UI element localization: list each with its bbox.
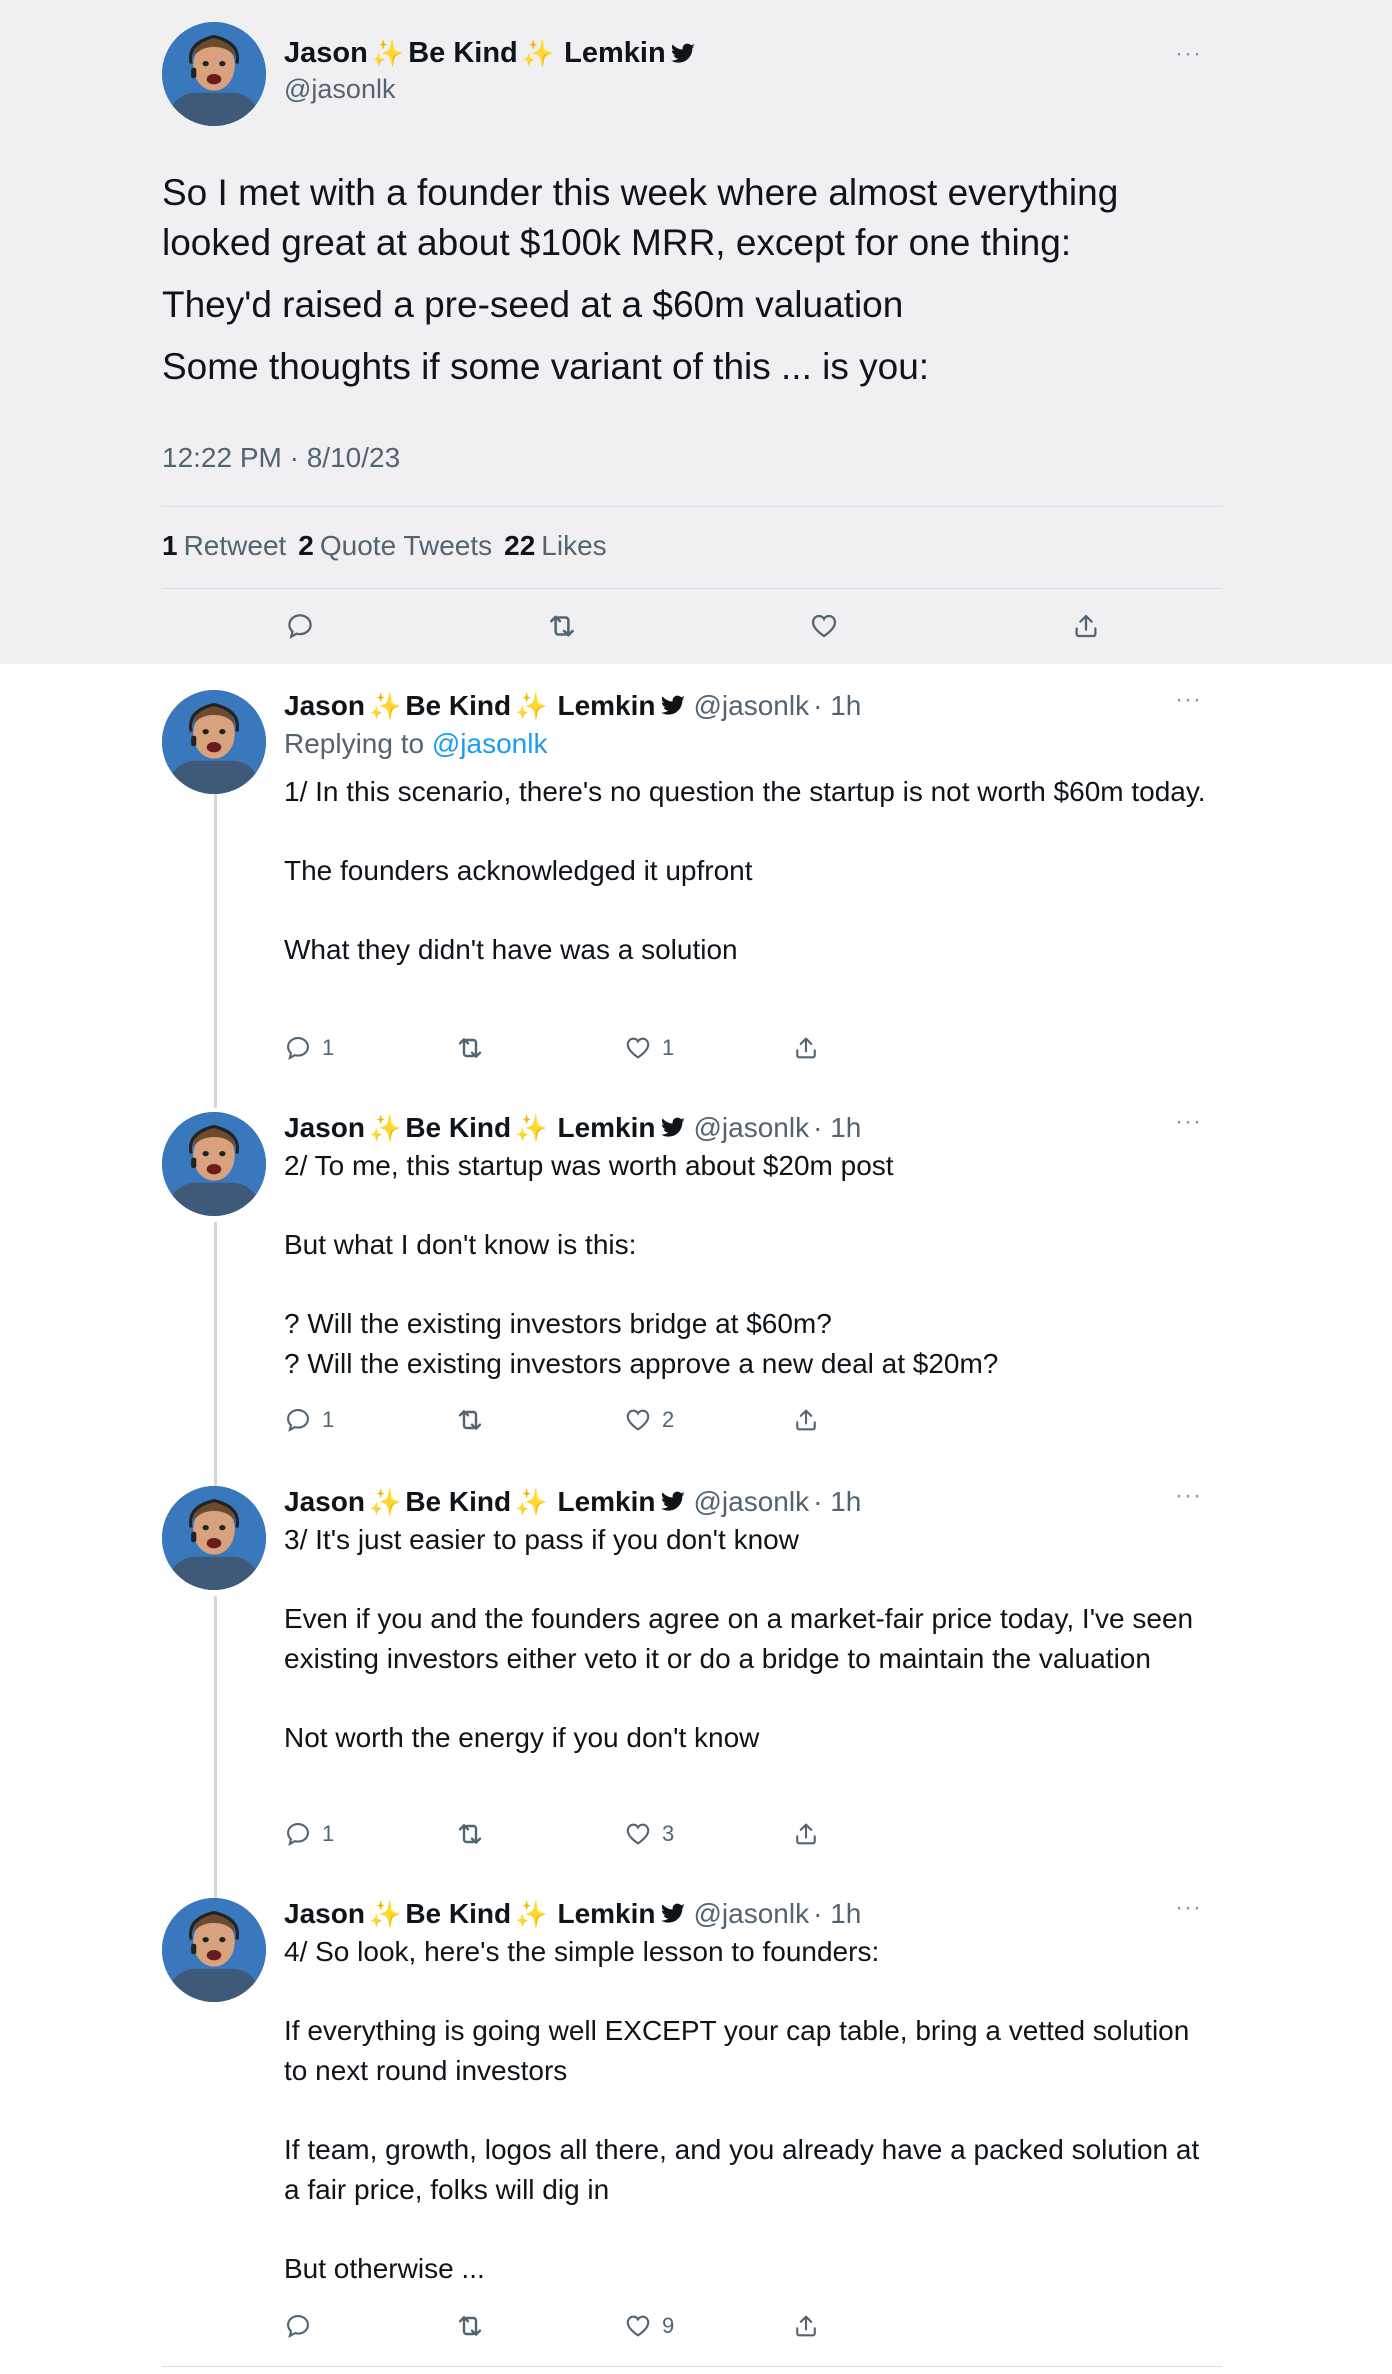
tweet-paragraph: ? Will the existing investors bridge at $60m?	[284, 1308, 832, 1339]
reply-button[interactable]	[284, 1814, 334, 1854]
author-middle-name[interactable]: Be Kind	[405, 1486, 512, 1517]
tweet-actions	[284, 2306, 844, 2346]
retweet-button[interactable]	[454, 2306, 486, 2346]
quotes-count: 2	[298, 530, 314, 561]
author-middle-name: Be Kind	[408, 37, 518, 69]
avatar-image	[162, 1898, 266, 2002]
tweet-actions	[284, 1028, 844, 1068]
thread-tweet[interactable]	[162, 1894, 1222, 2358]
like-icon	[624, 1820, 652, 1848]
replying-to	[284, 728, 547, 760]
reply-button[interactable]	[284, 1028, 334, 1068]
avatar[interactable]	[162, 1486, 266, 1590]
retweet-icon	[454, 1404, 486, 1436]
author-first-name[interactable]: Jason	[284, 690, 365, 721]
avatar[interactable]	[162, 690, 266, 794]
author-handle[interactable]: @jasonlk	[284, 74, 396, 104]
avatar-image	[162, 690, 266, 794]
avatar[interactable]	[162, 1898, 266, 2002]
reply-icon	[284, 1034, 312, 1062]
thread-tweet[interactable]	[162, 1108, 1222, 1452]
like-button[interactable]	[624, 1814, 674, 1854]
retweet-icon	[454, 2310, 486, 2342]
likes-label: Likes	[541, 530, 607, 561]
tweet-actions	[284, 1814, 844, 1854]
author-last-name: Lemkin	[564, 37, 666, 69]
tweet-paragraph: What they didn't have was a solution	[284, 934, 738, 965]
tweet-actions	[284, 1400, 844, 1440]
quotes-stat[interactable]	[298, 530, 492, 562]
retweet-icon	[454, 1818, 486, 1850]
main-tweet-paragraph: They'd raised a pre-seed at a $60m valuation	[162, 284, 904, 325]
tweet-stats	[162, 530, 607, 562]
sparkle-icon: ✨	[368, 1486, 402, 1517]
tweet-paragraph: 3/ It's just easier to pass if you don't know	[284, 1524, 799, 1555]
retweet-button[interactable]	[454, 1814, 486, 1854]
tweet-time[interactable]: · 1h	[813, 1898, 862, 1929]
tweet-paragraph: Not worth the energy if you don't know	[284, 1722, 760, 1753]
share-icon	[1071, 611, 1101, 641]
share-icon	[792, 1820, 820, 1848]
author-last-name[interactable]: Lemkin	[557, 690, 656, 721]
likes-count: 22	[504, 530, 536, 561]
reply-button[interactable]	[284, 1400, 334, 1440]
tweet-time[interactable]: · 1h	[813, 690, 862, 721]
reply-icon	[285, 611, 315, 641]
sparkle-icon: ✨	[515, 1112, 548, 1143]
share-button[interactable]	[792, 1028, 820, 1068]
main-tweet-text	[162, 168, 1222, 408]
like-icon	[624, 2312, 652, 2340]
sparkle-icon: ✨	[371, 38, 405, 68]
more-options-icon[interactable]: ···	[1175, 1894, 1202, 1921]
verified-bird-icon	[660, 1115, 686, 1141]
share-button[interactable]	[792, 2306, 820, 2346]
like-count: 3	[662, 1821, 675, 1846]
sparkle-icon: ✨	[515, 1898, 548, 1929]
retweet-button[interactable]	[454, 1400, 486, 1440]
share-icon	[792, 1034, 820, 1062]
reply-button[interactable]	[278, 604, 322, 648]
retweet-button[interactable]	[454, 1028, 486, 1068]
reply-button[interactable]	[284, 2306, 312, 2346]
main-tweet-paragraph: So I met with a founder this week where almost everything looked great at about $100k MRR, except for one thing:	[162, 172, 1119, 263]
like-count: 1	[662, 1035, 675, 1060]
share-icon	[792, 1406, 820, 1434]
tweet-paragraph: But otherwise ...	[284, 2253, 485, 2284]
tweet-text	[284, 1932, 1214, 2289]
author-name[interactable]	[284, 37, 696, 70]
more-options-icon[interactable]: ···	[1175, 1482, 1202, 1509]
avatar[interactable]	[162, 22, 266, 126]
tweet-paragraph: The founders acknowledged it upfront	[284, 855, 753, 886]
like-icon	[624, 1034, 652, 1062]
divider	[162, 2366, 1222, 2367]
tweet-paragraph: Even if you and the founders agree on a market-fair price today, I've seen existing investors either veto it or do a bridge to maintain the valuation	[284, 1603, 1194, 1674]
share-icon	[792, 2312, 820, 2340]
divider	[162, 588, 1222, 589]
like-icon	[624, 1406, 652, 1434]
verified-bird-icon	[670, 41, 696, 67]
like-button[interactable]	[624, 2306, 674, 2346]
like-button[interactable]	[802, 604, 846, 648]
tweet-author-row	[284, 1112, 861, 1144]
avatar-image	[162, 1486, 266, 1590]
sparkle-icon: ✨	[521, 38, 555, 68]
like-count: 9	[662, 2313, 675, 2338]
more-options-icon[interactable]: ···	[1175, 686, 1202, 713]
reply-count: 1	[322, 1821, 335, 1846]
tweet-author-row	[284, 1898, 861, 1930]
tweet-timestamp[interactable]: 12:22 PM · 8/10/23	[162, 442, 401, 473]
avatar[interactable]	[162, 1112, 266, 1216]
tweet-paragraph: 1/ In this scenario, there's no question the startup is not worth $60m today.	[284, 776, 1206, 807]
verified-bird-icon	[660, 693, 686, 719]
tweet-author-row	[284, 1486, 861, 1518]
retweets-stat[interactable]	[162, 530, 286, 562]
tweet-time[interactable]: · 1h	[813, 1112, 862, 1143]
main-tweet-paragraph: Some thoughts if some variant of this ... is you:	[162, 346, 930, 387]
retweet-icon	[454, 1032, 486, 1064]
author-handle[interactable]: @jasonlk	[693, 1486, 810, 1517]
tweet-author-row	[284, 690, 861, 722]
verified-bird-icon	[660, 1901, 686, 1927]
tweet-paragraph: ? Will the existing investors approve a new deal at $20m?	[284, 1348, 999, 1379]
like-button[interactable]	[624, 1400, 674, 1440]
tweet-text	[284, 772, 1214, 970]
verified-bird-icon	[660, 1489, 686, 1515]
thread-tweet[interactable]	[162, 1482, 1222, 1866]
like-icon	[809, 611, 839, 641]
reply-icon	[284, 2312, 312, 2340]
tweet-text	[284, 1146, 1214, 1384]
replying-to-label: Replying to	[284, 728, 425, 759]
quotes-label: Quote Tweets	[319, 530, 493, 561]
retweet-button[interactable]	[540, 604, 584, 648]
reply-icon	[284, 1820, 312, 1848]
reply-count: 1	[322, 1035, 335, 1060]
more-options-icon[interactable]: ···	[1175, 1108, 1202, 1135]
tweet-time[interactable]: · 1h	[813, 1486, 862, 1517]
retweet-icon	[545, 609, 579, 643]
share-button[interactable]	[1064, 604, 1108, 648]
author-handle[interactable]: @jasonlk	[693, 1112, 810, 1143]
tweet-paragraph: If team, growth, logos all there, and you already have a packed solution at a fair price, folks will dig in	[284, 2134, 1200, 2205]
tweet-paragraph: But what I don't know is this:	[284, 1229, 637, 1260]
author-last-name[interactable]: Lemkin	[557, 1486, 656, 1517]
main-tweet-actions	[162, 604, 1222, 648]
tweet-paragraph: 2/ To me, this startup was worth about $20m post	[284, 1150, 894, 1181]
likes-stat[interactable]	[504, 530, 607, 562]
tweet-paragraph: 4/ So look, here's the simple lesson to founders:	[284, 1936, 880, 1967]
retweets-count: 1	[162, 530, 178, 561]
sparkle-icon: ✨	[368, 690, 402, 721]
avatar-image	[162, 1112, 266, 1216]
reply-icon	[284, 1406, 312, 1434]
main-tweet-header	[162, 22, 1222, 128]
avatar-image	[162, 22, 266, 126]
share-button[interactable]	[792, 1814, 820, 1854]
sparkle-icon: ✨	[368, 1112, 402, 1143]
author-handle[interactable]: @jasonlk	[693, 1898, 810, 1929]
sparkle-icon: ✨	[515, 690, 548, 721]
author-first-name[interactable]: Jason	[284, 1486, 365, 1517]
like-button[interactable]	[624, 1028, 674, 1068]
like-count: 2	[662, 1407, 675, 1432]
author-middle-name[interactable]: Be Kind	[405, 1112, 512, 1143]
sparkle-icon: ✨	[368, 1898, 402, 1929]
main-tweet	[0, 0, 1392, 664]
tweet-text	[284, 1520, 1214, 1758]
reply-count: 1	[322, 1407, 335, 1432]
retweets-label: Retweet	[183, 530, 287, 561]
share-button[interactable]	[792, 1400, 820, 1440]
author-first-name[interactable]: Jason	[284, 1112, 365, 1143]
author-first-name: Jason	[284, 37, 368, 69]
author-handle[interactable]: @jasonlk	[693, 690, 810, 721]
more-options-icon[interactable]: ···	[1175, 40, 1202, 67]
tweet-paragraph: If everything is going well EXCEPT your cap table, bring a vetted solution to next round investors	[284, 2015, 1190, 2086]
author-first-name[interactable]: Jason	[284, 1898, 365, 1929]
divider	[162, 506, 1222, 507]
author-last-name[interactable]: Lemkin	[557, 1112, 656, 1143]
replying-to-handle[interactable]: @jasonlk	[431, 728, 548, 759]
sparkle-icon: ✨	[515, 1486, 548, 1517]
thread-tweet[interactable]	[162, 686, 1222, 1070]
author-middle-name[interactable]: Be Kind	[405, 1898, 512, 1929]
author-middle-name[interactable]: Be Kind	[405, 690, 512, 721]
author-last-name[interactable]: Lemkin	[557, 1898, 656, 1929]
